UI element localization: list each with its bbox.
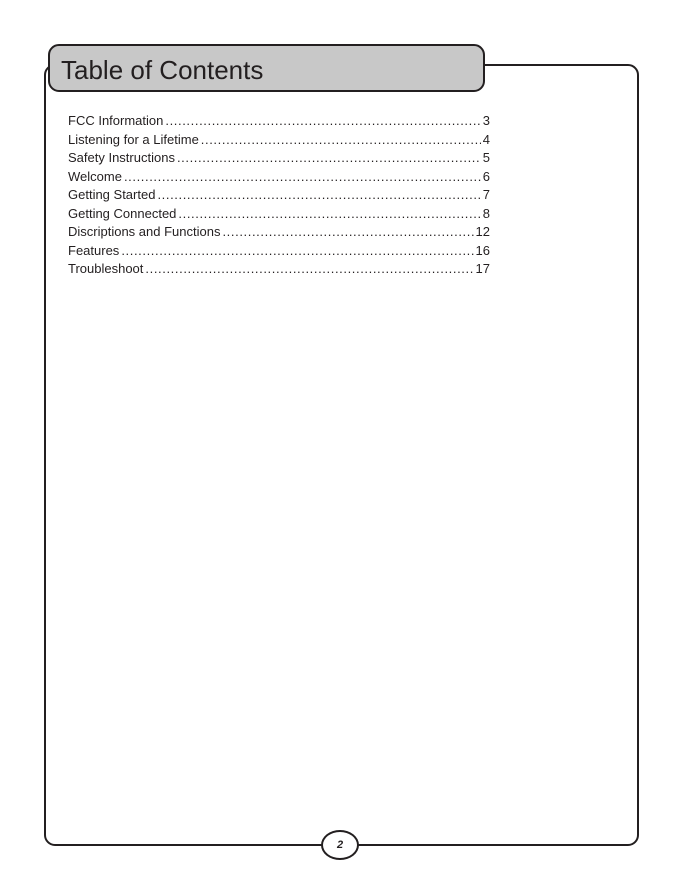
toc-entry-page: 4 — [482, 131, 490, 147]
page-number-badge — [321, 830, 359, 860]
toc-entry-page: 16 — [475, 242, 490, 258]
toc-entry-label: Listening for a Lifetime — [68, 131, 199, 147]
toc-entry-page: 8 — [482, 205, 490, 221]
toc-entry-welcome[interactable] — [68, 168, 490, 187]
dot-leader — [145, 260, 473, 279]
dot-leader — [178, 205, 480, 224]
toc-entry-page: 12 — [475, 224, 490, 239]
toc-entry-fcc-information[interactable] — [68, 112, 490, 131]
toc-entry-label: Getting Started — [68, 187, 156, 202]
dot-leader — [124, 168, 481, 187]
dot-leader — [177, 149, 481, 168]
dot-leader — [121, 242, 473, 261]
toc-entry-label: Features — [68, 242, 120, 258]
page-title: Table of Contents — [61, 55, 264, 85]
toc-entry-page: 7 — [482, 187, 490, 202]
toc-entry-label: Welcome — [68, 168, 122, 184]
toc-entry-label: Troubleshoot — [68, 261, 144, 276]
toc-entry-discriptions-and-functions[interactable] — [68, 223, 490, 242]
toc-entry-getting-connected[interactable] — [68, 205, 490, 224]
toc-entry-page: 17 — [475, 261, 490, 276]
toc-entry-listening-for-a-lifetime[interactable] — [68, 131, 490, 150]
toc-entry-safety-instructions[interactable] — [68, 149, 490, 168]
page-number: 2 — [336, 839, 344, 851]
dot-leader — [222, 223, 473, 242]
toc-entry-troubleshoot[interactable] — [68, 260, 490, 279]
dot-leader — [201, 131, 481, 150]
toc-entry-label: Safety Instructions — [68, 150, 175, 165]
title-tab — [48, 44, 485, 92]
toc-entry-getting-started[interactable] — [68, 186, 490, 205]
toc-entry-features[interactable] — [68, 242, 490, 261]
toc-list — [68, 112, 490, 279]
toc-entry-label: Getting Connected — [68, 205, 177, 221]
dot-leader — [157, 186, 480, 205]
toc-entry-page: 5 — [482, 150, 490, 165]
toc-entry-label: FCC Information — [68, 113, 164, 128]
toc-entry-page: 3 — [482, 113, 490, 128]
toc-entry-label: Discriptions and Functions — [68, 224, 221, 239]
toc-entry-page: 6 — [482, 168, 490, 184]
dot-leader — [165, 112, 480, 131]
